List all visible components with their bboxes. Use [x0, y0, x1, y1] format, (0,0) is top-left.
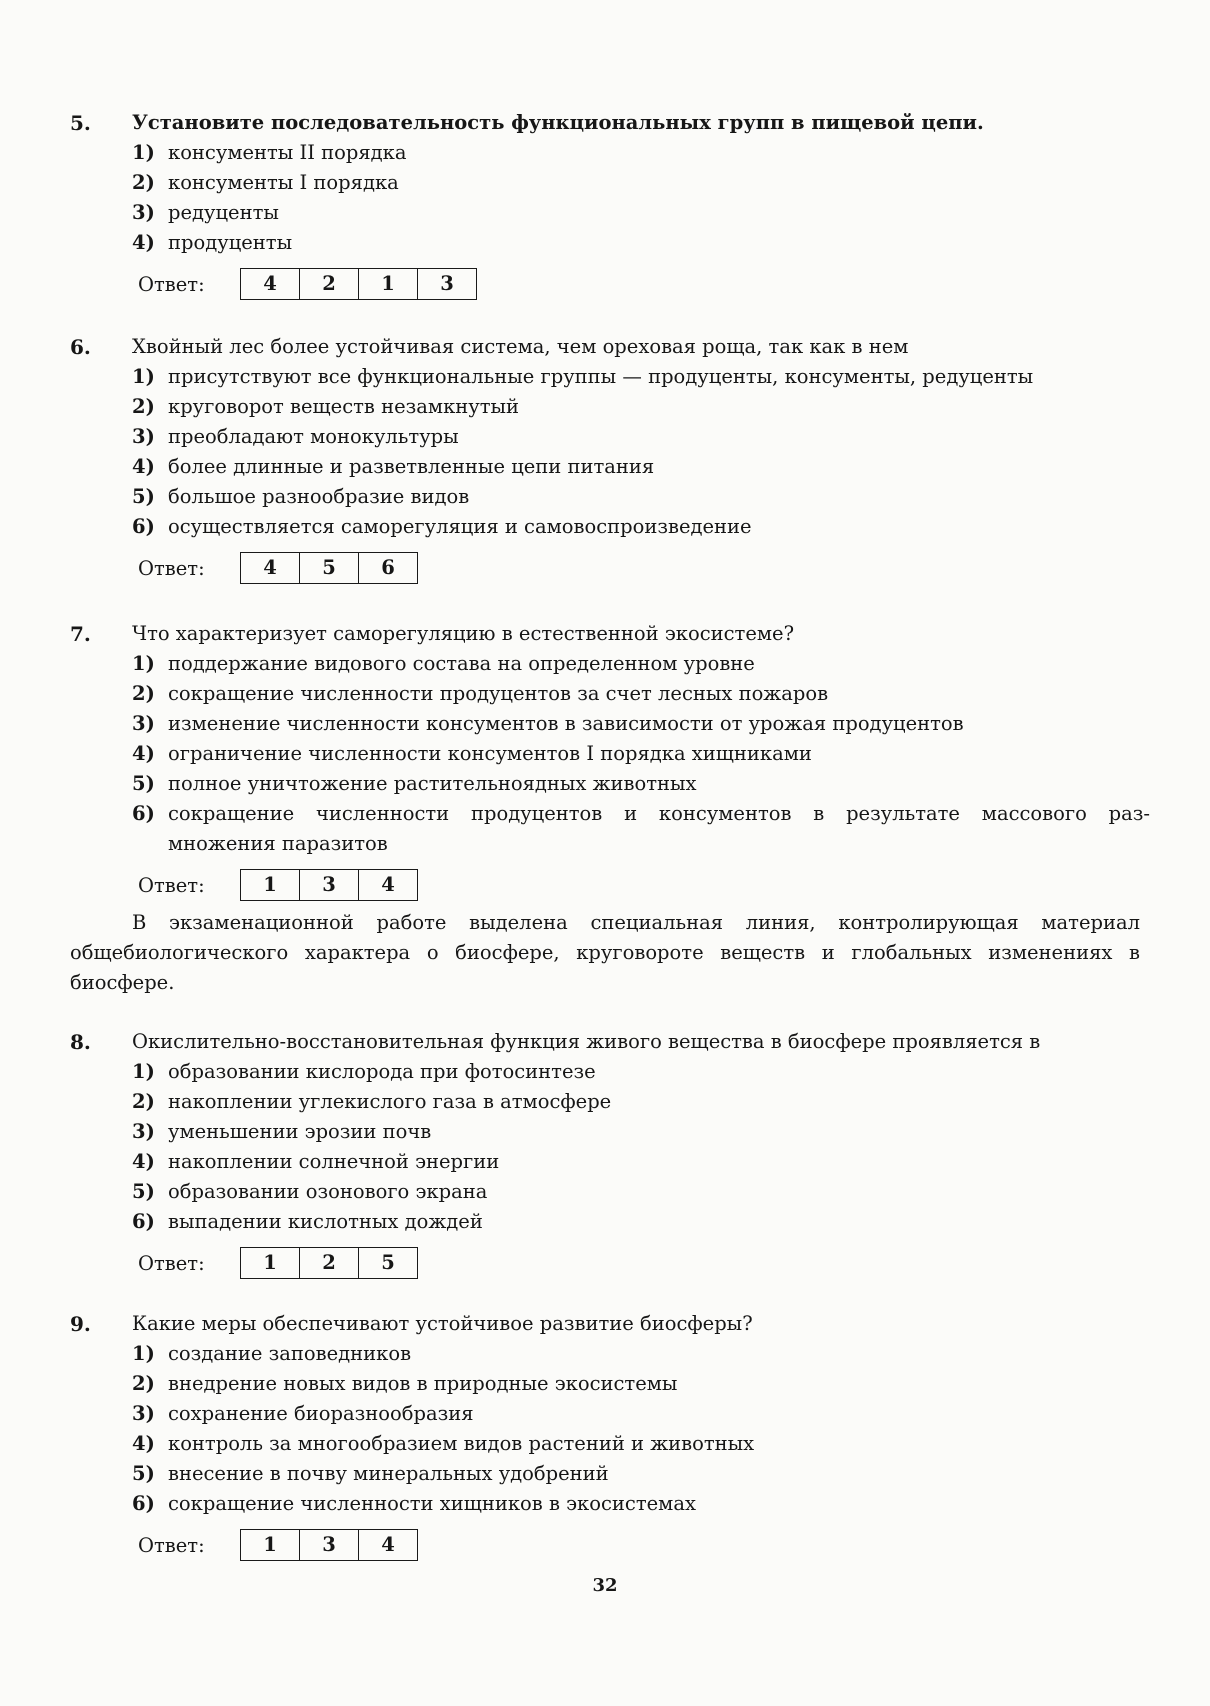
option-text: консументы I порядка — [168, 171, 399, 194]
question-number: 6. — [70, 335, 91, 359]
answer-label: Ответ: — [138, 1534, 205, 1557]
option-text: сокращение численности продуцентов за счет лесных пожаров — [168, 682, 829, 705]
answer-cell: 1 — [240, 1247, 300, 1279]
option-number: 2) — [132, 1090, 155, 1113]
question-number: 7. — [70, 622, 91, 646]
option-text-continued: множения паразитов — [168, 832, 388, 855]
question-9 — [70, 1309, 1150, 1567]
question-6 — [70, 332, 1150, 590]
option-text: более длинные и разветвленные цепи питания — [168, 455, 655, 478]
option-text: уменьшении эрозии почв — [168, 1120, 432, 1143]
answer-cell: 3 — [300, 869, 359, 901]
answer-cell: 1 — [359, 268, 418, 300]
option-number: 5) — [132, 1462, 155, 1485]
option-number: 2) — [132, 171, 155, 194]
answer-cell: 4 — [240, 268, 300, 300]
option-number: 3) — [132, 425, 155, 448]
option-number: 3) — [132, 201, 155, 224]
answer-cell: 2 — [300, 1247, 359, 1279]
answer-row — [70, 548, 1150, 590]
option-number: 5) — [132, 772, 155, 795]
page-number: 32 — [592, 1575, 618, 1596]
option-number: 1) — [132, 1060, 155, 1083]
answer-cell: 2 — [300, 268, 359, 300]
answer-cells — [240, 1247, 418, 1279]
option-text: большое разнообразие видов — [168, 485, 470, 508]
question-7 — [70, 619, 1150, 907]
option-number: 1) — [132, 1342, 155, 1365]
option-text: продуценты — [168, 231, 293, 254]
option-text: накоплении углекислого газа в атмосфере — [168, 1090, 612, 1113]
answer-row — [70, 264, 1150, 306]
option-text: изменение численности консументов в зависимости от урожая продуцентов — [168, 712, 964, 735]
answer-cell: 5 — [359, 1247, 418, 1279]
question-number: 8. — [70, 1030, 91, 1054]
answer-cells — [240, 1529, 418, 1561]
option-text: поддержание видового состава на определенном уровне — [168, 652, 755, 675]
question-number: 9. — [70, 1312, 91, 1336]
answer-cells — [240, 869, 418, 901]
answer-cell: 4 — [240, 552, 300, 584]
answer-cell: 3 — [300, 1529, 359, 1561]
option-text: присутствуют все функциональные группы — продуценты, консументы, редуценты — [168, 365, 1034, 388]
option-text: сохранение биоразнообразия — [168, 1402, 474, 1425]
answer-cells — [240, 552, 418, 584]
option-text: сокращение численности хищников в экосистемах — [168, 1492, 696, 1515]
question-text: Окислительно-восстановительная функция живого вещества в биосфере проявляется в — [132, 1030, 1041, 1053]
question-text: Установите последовательность функциональных групп в пищевой цепи. — [132, 111, 984, 134]
question-text: Хвойный лес более устойчивая система, чем ореховая роща, так как в нем — [132, 335, 909, 358]
option-text: накоплении солнечной энергии — [168, 1150, 500, 1173]
option-number: 5) — [132, 1180, 155, 1203]
option-text: редуценты — [168, 201, 279, 224]
answer-cell: 3 — [418, 268, 477, 300]
option-number: 4) — [132, 1150, 155, 1173]
answer-cell: 6 — [359, 552, 418, 584]
option-number: 3) — [132, 1402, 155, 1425]
answer-row — [70, 1243, 1150, 1285]
option-number: 1) — [132, 652, 155, 675]
option-number: 2) — [132, 395, 155, 418]
option-text: контроль за многообразием видов растений и животных — [168, 1432, 755, 1455]
option-number: 1) — [132, 365, 155, 388]
option-number: 4) — [132, 1432, 155, 1455]
question-8 — [70, 1027, 1150, 1285]
option-number: 5) — [132, 485, 155, 508]
answer-label: Ответ: — [138, 874, 205, 897]
answer-cell: 4 — [359, 869, 418, 901]
option-text: консументы II порядка — [168, 141, 407, 164]
option-text: сокращение численности продуцентов и консументов в результате массового раз- — [168, 802, 1150, 825]
option-number: 4) — [132, 455, 155, 478]
option-text: осуществляется саморегуляция и самовоспроизведение — [168, 515, 752, 538]
option-number: 3) — [132, 712, 155, 735]
answer-label: Ответ: — [138, 273, 205, 296]
option-text: внесение в почву минеральных удобрений — [168, 1462, 609, 1485]
option-text: создание заповедников — [168, 1342, 412, 1365]
option-number: 4) — [132, 742, 155, 765]
answer-label: Ответ: — [138, 557, 205, 580]
option-text: образовании кислорода при фотосинтезе — [168, 1060, 596, 1083]
question-text: Что характеризует саморегуляцию в естественной экосистеме? — [132, 622, 795, 645]
option-text: полное уничтожение растительноядных животных — [168, 772, 697, 795]
answer-label: Ответ: — [138, 1252, 205, 1275]
answer-row — [70, 1525, 1150, 1567]
option-number: 3) — [132, 1120, 155, 1143]
answer-row — [70, 865, 1150, 907]
answer-cell: 1 — [240, 1529, 300, 1561]
answer-cell: 1 — [240, 869, 300, 901]
option-text: внедрение новых видов в природные экосистемы — [168, 1372, 678, 1395]
question-5 — [70, 108, 1150, 306]
option-number: 4) — [132, 231, 155, 254]
question-text: Какие меры обеспечивают устойчивое развитие биосферы? — [132, 1312, 753, 1335]
option-number: 1) — [132, 141, 155, 164]
question-number: 5. — [70, 111, 91, 135]
option-number: 2) — [132, 682, 155, 705]
option-text: выпадении кислотных дождей — [168, 1210, 483, 1233]
option-text: круговорот веществ незамкнутый — [168, 395, 520, 418]
option-number: 6) — [132, 515, 155, 538]
answer-cell: 4 — [359, 1529, 418, 1561]
option-number: 6) — [132, 1492, 155, 1515]
answer-cell: 5 — [300, 552, 359, 584]
option-number: 2) — [132, 1372, 155, 1395]
option-number: 6) — [132, 1210, 155, 1233]
option-number: 6) — [132, 802, 155, 825]
option-text: преобладают монокультуры — [168, 425, 459, 448]
answer-cells — [240, 268, 477, 300]
option-text: ограничение численности консументов I порядка хищниками — [168, 742, 812, 765]
info-paragraph: В экзаменационной работе выделена специальная линия, контролирующая материал общебиологического характера о биосфере, круговороте веществ и глобальных изменениях в биосфере. — [70, 911, 1140, 994]
option-text: образовании озонового экрана — [168, 1180, 488, 1203]
